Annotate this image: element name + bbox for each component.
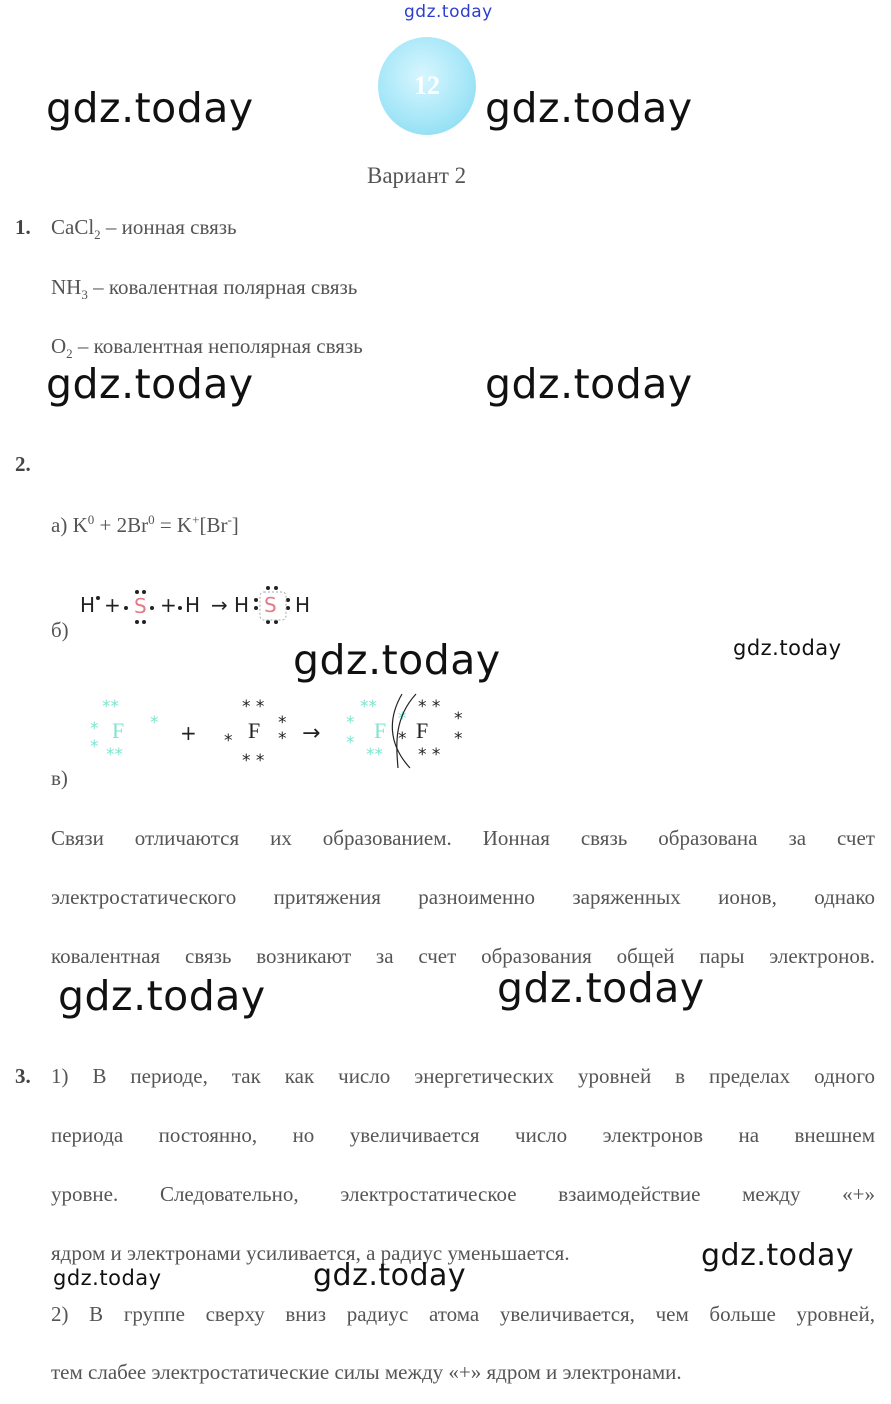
q3-line-6: тем слабее электростатические силы между «+» ядром и электронами. — [51, 1360, 682, 1384]
svg-text:* *: * * — [242, 697, 265, 717]
arrow: → — [302, 721, 321, 746]
svg-text:*: * — [398, 709, 407, 729]
svg-text:*: * — [90, 719, 99, 739]
f-atom: F — [416, 718, 429, 743]
watermark: gdz.today — [46, 360, 254, 408]
q2-explanation-line-3: ковалентная связь возникают за счет образования общей пары электронов. — [51, 944, 875, 968]
q2-a-equation: а) $K^0 + 2Br^0 = K^+[Br^-]$ — [51, 512, 239, 537]
page-number-badge — [378, 37, 476, 135]
svg-text:*: * — [454, 709, 463, 729]
h-atom: H — [295, 593, 311, 617]
h-atom: H — [234, 593, 250, 617]
svg-text:**: ** — [366, 745, 383, 765]
q1-line-1: CaCl$_2$ – ионная связь — [51, 215, 237, 243]
plus-sign: + — [104, 593, 121, 617]
q1-line-2: $NH_3$ – ковалентная полярная связь — [51, 275, 358, 303]
f2-lewis-scheme — [80, 688, 480, 774]
watermark: gdz.today — [497, 964, 705, 1012]
question-number-3: 3. — [15, 1064, 31, 1088]
q3-line-1: 1) В периоде, так как число энергетических уровней в пределах одного — [51, 1064, 875, 1088]
watermark: gdz.today — [313, 1258, 467, 1293]
plus-sign: + — [160, 593, 177, 617]
page-number: 12 — [414, 71, 440, 100]
svg-text:*: * — [224, 731, 233, 751]
f-atom: F — [248, 718, 261, 743]
s-atom: S — [264, 593, 277, 617]
watermark-top: gdz.today — [404, 2, 493, 22]
question-number-2: 2. — [15, 452, 31, 476]
svg-text:**: ** — [360, 697, 377, 717]
svg-text:*: * — [278, 729, 287, 749]
q2-explanation-line-2: электростатического притяжения разноименно заряженных ионов, однако — [51, 885, 875, 909]
h-atom: H — [80, 593, 96, 617]
svg-text:*: * — [150, 713, 159, 733]
watermark: gdz.today — [46, 84, 254, 132]
svg-text:*: * — [454, 729, 463, 749]
q3-line-3: уровне. Следовательно, электростатическое взаимодействие между «+» — [51, 1182, 875, 1206]
watermark: gdz.today — [58, 972, 266, 1020]
svg-text:*: * — [278, 713, 287, 733]
watermark: gdz.today — [485, 84, 693, 132]
q2-explanation-line-1: Связи отличаются их образованием. Ионная связь образована за счет — [51, 826, 875, 850]
watermark: gdz.today — [485, 360, 693, 408]
variant-title: Вариант 2 — [367, 163, 467, 188]
q3-line-4: ядром и электронами усиливается, а радиус уменьшается. — [51, 1241, 570, 1265]
plus-sign: + — [180, 721, 197, 745]
svg-text:**: ** — [106, 745, 123, 765]
svg-text:*: * — [398, 729, 407, 749]
arrow: → — [211, 593, 228, 617]
s-atom: S — [134, 594, 147, 618]
svg-text:* *: * * — [418, 745, 441, 765]
question-number-1: 1. — [15, 215, 31, 239]
watermark: gdz.today — [733, 636, 842, 660]
h-atom: H — [185, 593, 201, 617]
q3-line-2: периода постоянно, но увеличивается число электронов на внешнем — [51, 1123, 875, 1147]
svg-text:**: ** — [102, 697, 119, 717]
h2s-lewis-scheme — [74, 582, 324, 628]
q2-b-label: б) — [51, 618, 69, 642]
svg-text:* *: * * — [242, 751, 265, 771]
svg-text:*: * — [346, 713, 355, 733]
watermark: gdz.today — [53, 1266, 162, 1290]
q3-line-5: 2) В группе сверху вниз радиус атома увеличивается, чем больше уровней, — [51, 1302, 875, 1326]
watermark: gdz.today — [293, 636, 501, 684]
q2-v-label: в) — [51, 766, 68, 790]
svg-text:* *: * * — [418, 697, 441, 717]
svg-text:*: * — [90, 737, 99, 757]
watermark: gdz.today — [701, 1238, 855, 1273]
f-atom: F — [374, 718, 387, 743]
svg-text:*: * — [346, 733, 355, 753]
q1-line-3: $O_2$ – ковалентная неполярная связь — [51, 334, 363, 362]
f-atom: F — [112, 718, 125, 743]
